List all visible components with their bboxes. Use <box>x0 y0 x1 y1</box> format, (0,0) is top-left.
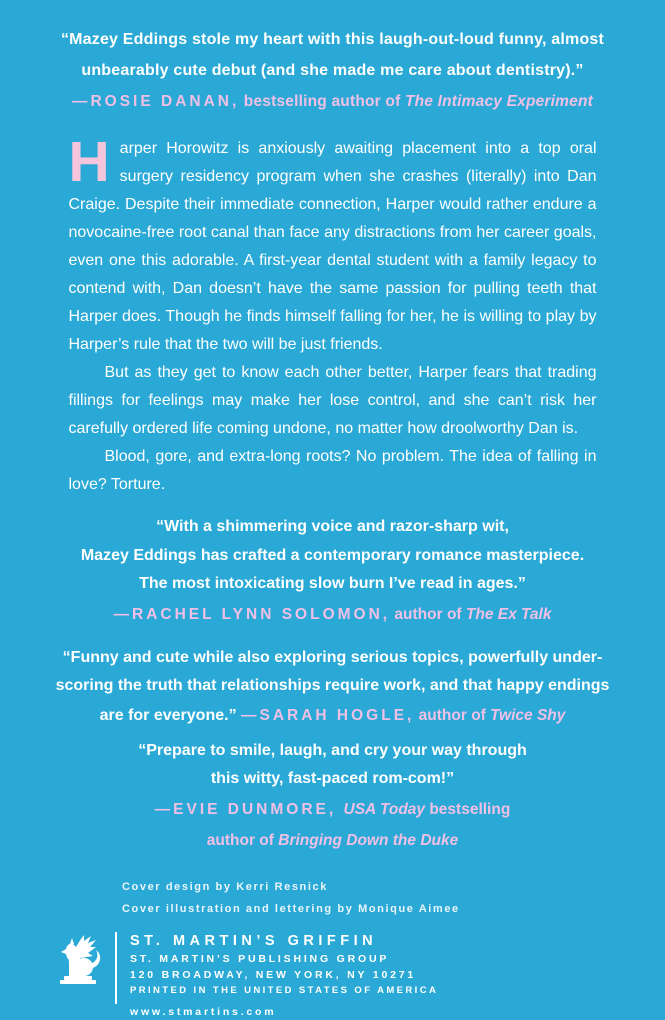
imprint-name: ST. MARTIN’S GRIFFIN <box>130 932 378 949</box>
book-title: The Ex Talk <box>465 605 552 623</box>
blurb-line: “Funny and cute while also exploring serious topics, powerfully under- <box>62 648 603 666</box>
blurb-line: unbearably cute debut (and she made me care about dentistry).” <box>81 62 584 79</box>
printed-in: PRINTED IN THE UNITED STATES OF AMERICA <box>130 984 439 996</box>
publisher-text <box>130 932 438 1018</box>
author-name: —RACHEL LYNN SOLOMON, <box>113 605 391 623</box>
synopsis-paragraph: But as they get to know each other better, Harper fears that trading fillings for feelings may make her lose control, and she can’t risk her carefully ordered life coming undone, no matter how droolworthy Dan is. <box>68 364 597 437</box>
publication-name: USA Today <box>343 800 426 818</box>
attribution-text: author of <box>390 605 466 623</box>
book-title: Twice Shy <box>490 706 566 724</box>
credit-line: Cover illustration and lettering by Monique Aimee <box>122 902 460 915</box>
top-blurb <box>0 24 665 117</box>
publisher-website: www.stmartins.com <box>130 1005 277 1018</box>
vertical-divider <box>115 932 117 1004</box>
blurb-attribution <box>0 795 665 825</box>
credit-line: Cover design by Kerri Resnick <box>122 880 328 893</box>
blurb-line: this witty, fast-paced rom-com!” <box>210 770 455 787</box>
author-name: —ROSIE DANAN, <box>71 93 240 110</box>
blurb-dunmore <box>0 737 665 856</box>
author-name: —SARAH HOGLE, author of Twice Shy <box>241 706 566 724</box>
griffin-logo-icon <box>54 934 102 986</box>
publishing-group: ST. MARTIN’S PUBLISHING GROUP <box>130 952 390 965</box>
blurb-attribution <box>0 701 665 731</box>
blurb-line: scoring the truth that relationships require work, and that happy endings <box>55 677 610 694</box>
author-name: —EVIE DUNMORE, <box>154 800 344 818</box>
attribution-text: author of <box>206 831 279 849</box>
blurb-attribution <box>0 600 665 630</box>
synopsis-paragraph: Blood, gore, and extra-long roots? No problem. The idea of falling in love? Torture. <box>68 448 597 493</box>
publisher-block <box>54 932 665 1018</box>
blurb-line: Mazey Eddings has crafted a contemporary romance masterpiece. <box>80 546 585 564</box>
attribution-text: bestselling author of <box>239 93 405 110</box>
blurb-line: “Mazey Eddings stole my heart with this laugh-out-loud funny, almost <box>60 31 605 48</box>
blurb-attribution <box>0 87 665 117</box>
synopsis <box>68 130 597 499</box>
credits <box>122 876 665 920</box>
synopsis-text: arper Horowitz is anxiously awaiting placement into a top oral surgery residency program when she crashes (literally) into Dan Craige. Despite their immediate connection, Harper would rather endure a novocaine-free root canal than face any distractions from her career goals, even one this adorable. A first-year dental student with a family legacy to contend with, Dan doesn’t have the same passion for pulling teeth that Harper does. Though he finds himself falling for her, he is willing to play by Harper’s rule that the two will be just friends. <box>68 140 597 353</box>
book-title: The Intimacy Experiment <box>404 93 594 110</box>
blurb-line: “Prepare to smile, laugh, and cry your way through <box>138 741 527 759</box>
publisher-address: 120 BROADWAY, NEW YORK, NY 10271 <box>130 968 417 981</box>
drop-cap: H <box>68 130 110 194</box>
attribution-text: author of <box>414 706 491 724</box>
blurb-attribution <box>0 826 665 856</box>
blurb-line: “With a shimmering voice and razor-sharp wit, <box>156 518 509 535</box>
blurb-text: are for everyone.” <box>99 706 242 724</box>
attribution-text: bestselling <box>425 800 511 818</box>
synopsis-paragraph <box>68 130 597 359</box>
blurb-solomon <box>0 513 665 630</box>
blurb-line: The most intoxicating slow burn I’ve read in ages.” <box>139 575 526 592</box>
book-title: Bringing Down the Duke <box>278 831 459 849</box>
blurb-hogle <box>0 644 665 731</box>
